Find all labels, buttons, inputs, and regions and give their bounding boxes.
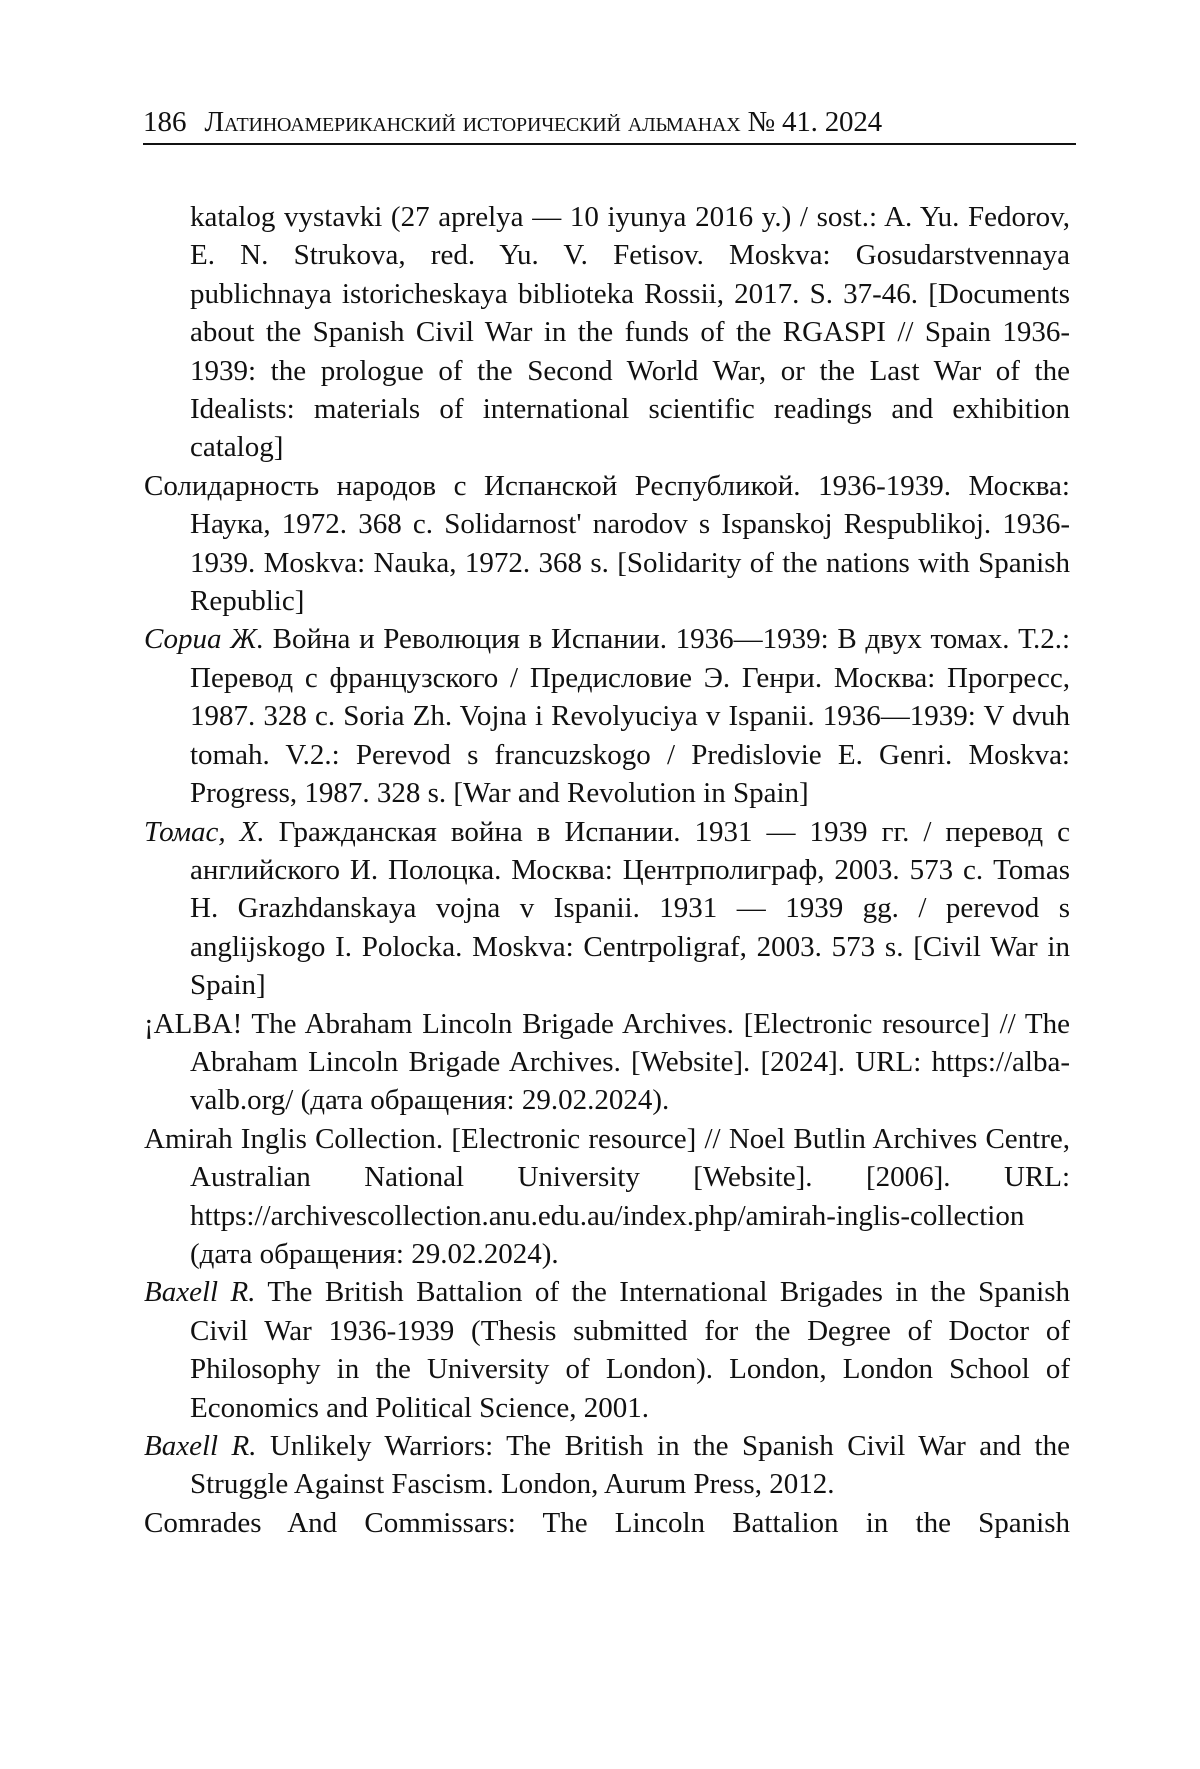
entry-text: Amirah Inglis Collection. [Electronic resource] // Noel Butlin Archives Centre, Australian National University [Website]. [2006]. URL: https://archivescollection.anu.edu.au/index.php/amirah-inglis-collection (дата обращения: 29.02.2024). (144, 1122, 1070, 1270)
entry-text: Comrades And Commissars: The Lincoln Battalion in the Spanish (144, 1506, 1070, 1539)
entry-text: ¡ALBA! The Abraham Lincoln Brigade Archives. [Electronic resource] // The Abraham Lincoln Brigade Archives. [Website]. [2024]. URL: https://alba-valb.org/ (дата обращения: 29.02.2024). (144, 1007, 1070, 1117)
entry-author: Сориа Ж. (144, 623, 265, 656)
bibliography-entry (144, 467, 1070, 621)
bibliography-entry (144, 1504, 1070, 1542)
bibliography-list (144, 198, 1070, 1542)
entry-text: Война и Революция в Испании. 1936—1939: В двух томах. Т.2.: Перевод с французского / Предисловие Э. Генри. Москва: Прогресс, 1987. 328 с. Soria Zh. Vojna i Revolyuciya v Ispanii. 1936—1939: V dvuh tomah. V.2.: Perevod s francuzskogo / Predislovie E. Genri. Moskva: Progress, 1987. 328 s. [War and Revolution in Spain] (190, 623, 1070, 810)
entry-author: Baxell R. (144, 1430, 257, 1462)
entry-text: Гражданская война в Испании. 1931 — 1939 гг. / перевод с английского И. Полоцка. Москва: Центрполиграф, 2003. 573 с. Tomas H. Grazhdanskaya vojna v Ispanii. 1931 — 1939 gg. / perevod s anglijskogo I. Polocka. Moskva: Centrpoligraf, 2003. 573 s. [Civil War in Spain] (190, 815, 1070, 1002)
entry-text: Unlikely Warriors: The British in the Spanish Civil War and the Struggle Against Fascism. London, Aurum Press, 2012. (190, 1430, 1070, 1501)
bibliography-entry (144, 1120, 1070, 1274)
entry-text: The British Battalion of the International Brigades in the Spanish Civil War 1936-1939 (Thesis submitted for the Degree of Doctor of Philosophy in the University of London). London, London School of Economics and Political Science, 2001. (190, 1276, 1070, 1424)
page-number: 186 (143, 106, 187, 138)
entry-author: Томас, Х. (144, 815, 265, 848)
bibliography-entry-continued: katalog vystavki (27 aprelya — 10 iyunya 2016 y.) / sost.: A. Yu. Fedorov, E. N. Strukova, red. Yu. V. Fetisov. Moskva: Gosudarstvennaya publichnaya istoricheskaya biblioteka Rossii, 2017. S. 37-46. [Documents about the Spanish Civil War in the funds of the RGASPI // Spain 1936-1939: the prologue of the Second World War, or the Last War of the Idealists: materials of international scientific readings and exhibition catalog] (190, 201, 1070, 464)
entry-author: Baxell R. (144, 1276, 256, 1309)
bibliography-entry (144, 813, 1070, 1005)
bibliography-entry (144, 1273, 1070, 1427)
entry-text: Солидарность народов с Испанской Республикой. 1936-1939. Москва: Наука, 1972. 368 с. Solidarnost' narodov s Ispanskoj Respublikoj. 1936-1939. Moskva: Nauka, 1972. 368 s. [Solidarity of the nations with Spanish Republic] (144, 469, 1070, 618)
running-head (143, 103, 1076, 141)
bibliography-entry (144, 1427, 1070, 1504)
bibliography-entry (144, 1005, 1070, 1120)
bibliography-entry (144, 620, 1070, 812)
header-rule (143, 143, 1076, 145)
journal-title: Латиноамериканский исторический альманах № 41. 2024 (204, 106, 882, 138)
